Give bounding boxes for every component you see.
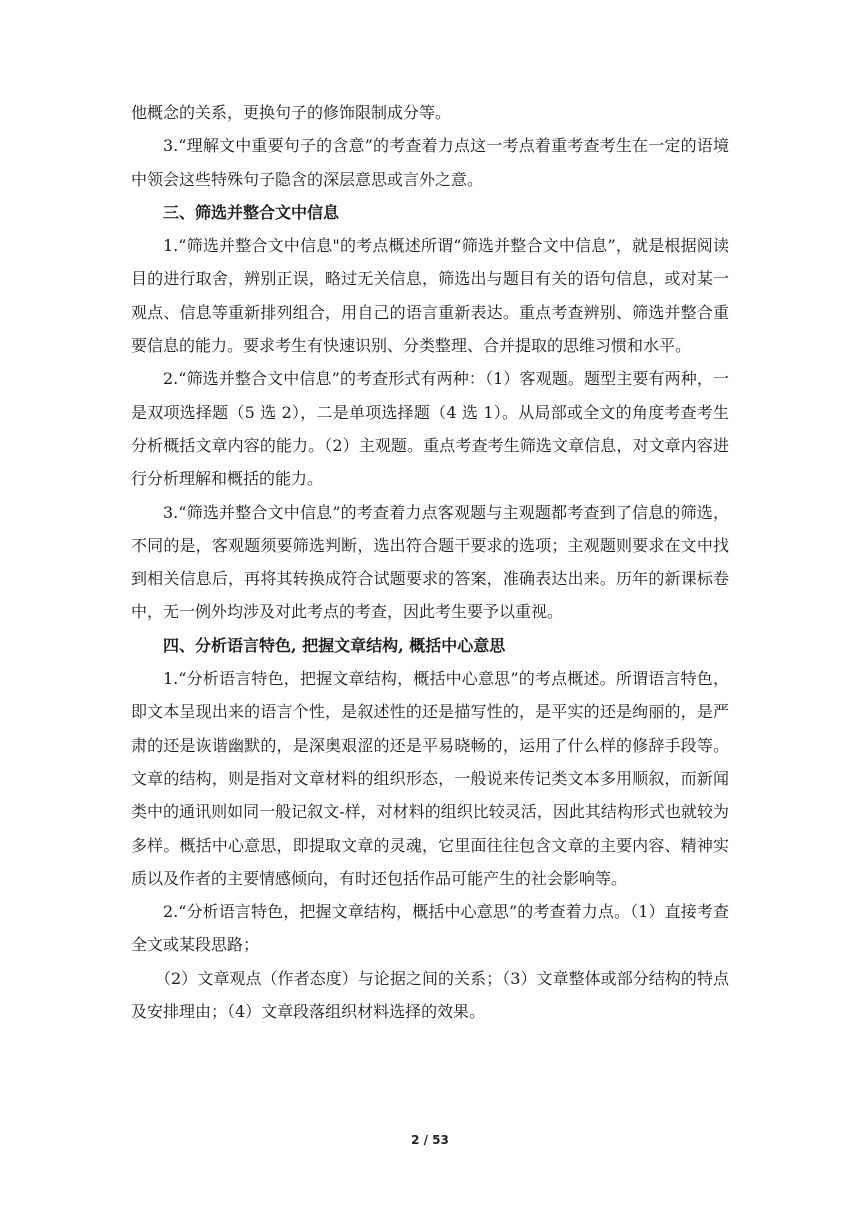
section-heading: 四、分析语言特色, 把握文章结构, 概括中心意思 bbox=[163, 635, 506, 655]
section-heading: 三、筛选并整合文中信息 bbox=[163, 202, 340, 222]
paragraph: 3.“筛选并整合文中信息”的考查着力点客观题与主观题都考查到了信息的筛选，不同的是，客观题须要筛选判断，选出符合题干要求的选项；主观题则要求在文中找到相关信息后，再将其转换成符合试题要求的答案，准确表达出来。历年的新课标卷中，无一例外均涉及对此考点的考查，因此考生要予以重视。 bbox=[131, 502, 729, 622]
paragraph: 1.“分析语言特色，把握文章结构，概括中心意思”的考点概述。所谓语言特色，即文本呈现出来的语言个性，是叙述性的还是描写性的，是平实的还是绚丽的，是严肃的还是诙谐幽默的，是深奥艰涩的还是平易晓畅的，运用了什么样的修辞手段等。文章的结构，则是指对文章材料的组织形态，一般说来传记类文本多用顺叙，而新闻类中的通讯则如同一般记叙文-样，对材料的组织比较灵活，因此其结构形式也就较为多样。概括中心意思，即提取文章的灵魂，它里面往往包含文章的主要内容、精神实质以及作者的主要情感倾向，有时还包括作品可能产生的社会影响等。 bbox=[131, 669, 729, 888]
page-number: 2 / 53 bbox=[411, 1133, 449, 1147]
paragraph: （2）文章观点（作者态度）与论据之间的关系；（3）文章整体或部分结构的特点及安排理由；（4）文章段落组织材料选择的效果。 bbox=[131, 968, 729, 1022]
paragraph: 他概念的关系，更换句子的修饰限制成分等。 bbox=[131, 103, 452, 122]
paragraph: 2.“筛选并整合文中信息”的考查形式有两种：（1）客观题。题型主要有两种，一是双项选择题（5 选 2），二是单项选择题（4 选 1）。从局部或全文的角度考查考生分析概括文章内容的能力。（2）主观题。重点考查考生筛选文章信息，对文章内容进行分析理解和概括的能力。 bbox=[131, 369, 729, 489]
document-body bbox=[131, 96, 729, 1028]
paragraph: 2.“分析语言特色，把握文章结构，概括中心意思”的考查着力点。（1）直接考查全文或某段思路； bbox=[131, 902, 729, 955]
paragraph: 1.“筛选并整合文中信息"的考点概述所谓“筛选并整合文中信息”，就是根据阅读目的进行取舍，辨别正误，略过无关信息，筛选出与题目有关的语句信息，或对某一观点、信息等重新排列组合，用自己的语言重新表达。重点考查辨别、筛选并整合重要信息的能力。要求考生有快速识别、分类整理、合并提取的思维习惯和水平。 bbox=[131, 236, 729, 356]
paragraph: 3.“理解文中重要句子的含意”的考查着力点这一考点着重考查考生在一定的语境中领会这些特殊句子隐含的深层意思或言外之意。 bbox=[131, 136, 729, 189]
